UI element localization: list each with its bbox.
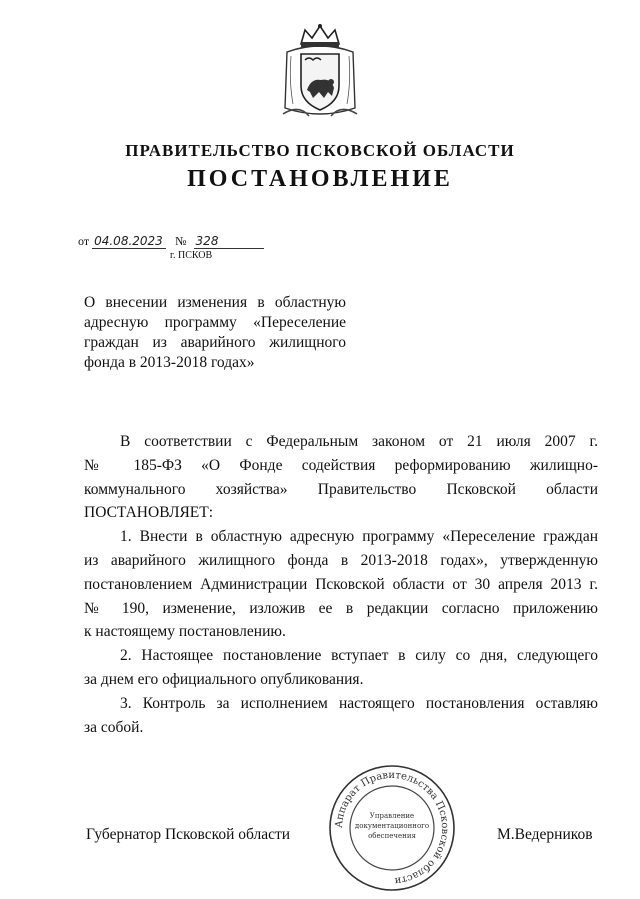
preamble-line: № 185-ФЗ «О Фонде содействия реформированию жилищно- [84,456,598,474]
coat-of-arms-icon [279,22,361,122]
item3-line: за собой. [84,718,144,736]
item2-line: за днем его официального опубликования. [84,670,364,688]
document-date: 04.08.2023 [92,234,166,249]
svg-text:документационного: документационного [354,822,430,830]
document-type-heading: ПОСТАНОВЛЕНИЕ [187,166,453,192]
item1-line: № 190, изменение, изложив ее в редакции согласно приложению [84,599,598,617]
preamble-line: ПОСТАНОВЛЯЕТ: [84,504,214,522]
subject-line: адресную программу «Переселение [84,314,346,331]
subject-line: О внесении изменения в областную [84,294,346,311]
item1-line: из аварийного жилищного фонда в 2013-2018 годах», утвержденную [84,551,598,569]
item1-line: 1. Внести в областную адресную программу «Переселение граждан [120,528,598,546]
subject-line: фонда в 2013-2018 годах» [84,354,255,371]
document-body [84,430,598,739]
svg-text:Управление: Управление [369,812,415,820]
item1-line: к настоящему постановлению. [84,623,286,641]
svg-text:обеспечения: обеспечения [368,832,416,840]
subject-line: граждан из аварийного жилищного [84,334,346,351]
item1-line: постановлением Администрации Псковской области от 30 апреля 2013 г. [84,575,598,593]
svg-text:Аппарат Правительства Псковско: Аппарат Правительства Псковской области [333,769,451,887]
document-number: 328 [194,234,264,249]
date-prefix: от [78,234,90,248]
item2-line: 2. Настоящее постановление вступает в силу со дня, следующего [120,647,598,665]
preamble-line: В соответствии с Федеральным законом от 21 июля 2007 г. [120,433,598,450]
document-subject [84,293,346,373]
item3-line: 3. Контроль за исполнением настоящего постановления оставляю [120,694,598,712]
registration-line [78,234,264,250]
signer-position: Губернатор Псковской области [86,826,291,843]
preamble-line: коммунального хозяйства» Правительство Псковской области [84,480,598,498]
signer-name: М.Ведерников [497,826,593,843]
official-stamp [326,762,458,894]
number-label: № [175,234,187,248]
city-label: г. ПСКОВ [170,250,213,261]
government-title: ПРАВИТЕЛЬСТВО ПСКОВСКОЙ ОБЛАСТИ [125,141,515,160]
